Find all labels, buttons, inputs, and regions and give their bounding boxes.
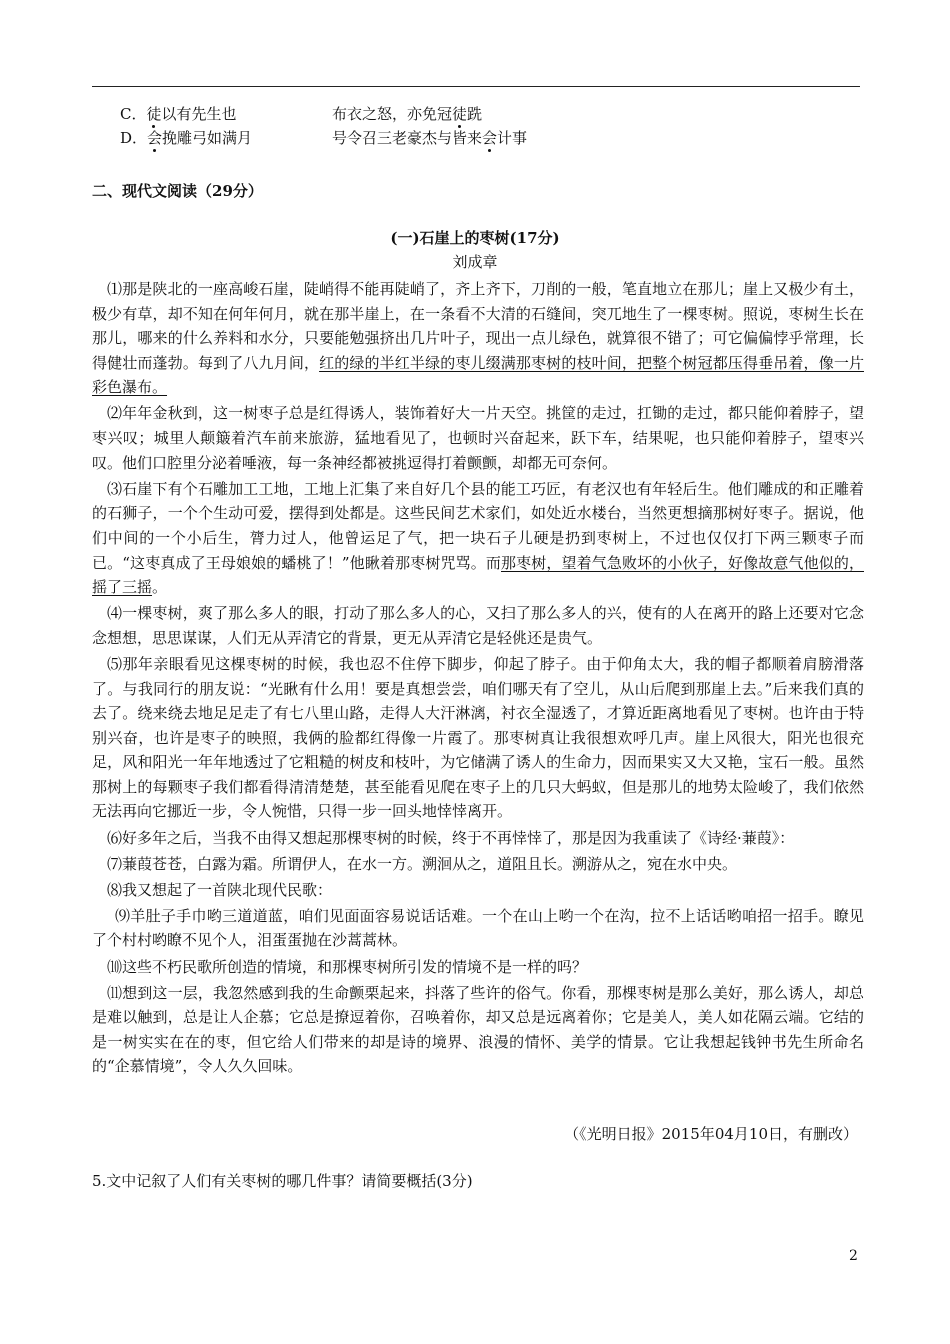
header-rule: [92, 86, 860, 87]
option-d: [120, 128, 527, 148]
paragraph-11: ⑾想到这一层，我忽然感到我的生命颤栗起来，抖落了些许的俗气。你看，那棵枣树是那么美好，那么诱人，却总是难以触到，总是让人企慕；它总是撩逗着你，召唤着你，却又总是远离着你；它是美人，美人如花隔云端。它结的是一树实实在在的枣，但它给人们带来的却是诗的境界、浪漫的情怀、美学的情景。它让我想起钱钟书先生所命名的“企慕情境”，令人久久回味。: [92, 983, 864, 1076]
emphasis-dot-char: 会: [147, 129, 163, 147]
paragraph-5: ⑸那年亲眼看见这棵枣树的时候，我也忍不住停下脚步，仰起了脖子。由于仰角太大，我的帽子都顺着肩膀滑落了。与我同行的朋友说：“光瞅有什么用！要是真想尝尝，咱们哪天有了空儿，从山后爬到那崖上去。”后来我们真的去了。绕来绕去地足足走了有七八里山路，走得人大汗淋漓，衬衣全湿透了，才算近距离地看见了枣树。也许由于特别兴奋，也许是枣子的映照，我俩的脸都红得像一片霞了。那枣树真让我很想欢呼几声。崖上风很大，阳光也很充足，风和阳光一年年地透过了它粗糙的树皮和枝叶，为它储满了诱人的生命力，因而果实又大又艳，宝石一般。虽然那树上的每颗枣子我们都看得清清楚楚，甚至能看见爬在枣子上的几只大蚂蚁，但是那儿的地势太险峻了，我们依然无法再向它挪近一步，令人惋惜，只得一步一回头地悻悻离开。: [92, 654, 864, 821]
paragraph-1: ⑴那是陕北的一座高峻石崖，陡峭得不能再陡峭了，齐上齐下，刀削的一般，笔直地立在那儿；崖上又极少有土，极少有草，却不知在何年何月，就在那半崖上，在一条看不大清的石缝间，突兀地生了一棵枣树。照说，枣树生长在那儿，哪来的什么养料和水分，只要能勉强挤出几片叶子，现出一点儿绿色，就算很不错了；可它偏偏悖乎常理，长得健壮而蓬勃。每到了八九月间，红的绿的半红半绿的枣儿缀满那枣树的枝叶间，把整个树冠都压得垂吊着，像一片彩色瀑布。: [92, 280, 864, 397]
article-body: [92, 277, 864, 1081]
question-5: 5.文中记叙了人们有关枣树的哪几件事？请简要概括(3分): [92, 1172, 473, 1190]
option-d-left: D．会挽雕弓如满月: [120, 129, 253, 147]
article-title: (一)石崖上的枣树(17分): [390, 229, 560, 247]
underlined-sentence: 那枣树，望着气急败坏的小伙子，好像故意气他似的，摇了三摇: [92, 553, 864, 597]
option-c: [120, 104, 482, 124]
article-author: 刘成章: [452, 253, 498, 271]
paragraph-2: ⑵年年金秋到，这一树枣子总是红得诱人，装饰着好大一片天空。挑筐的走过，扛锄的走过，都只能仰着脖子，望枣兴叹；城里人颠簸着汽车前来旅游，猛地看见了，也顿时兴奋起来，跃下车，结果呢，也只能仰着脖子，望枣兴叹。他们口腔里分泌着唾液，每一条神经都被挑逗得打着颤颤，却都无可奈何。: [92, 404, 864, 472]
paragraph-4: ⑷一棵枣树，爽了那么多人的眼，打动了那么多人的心，又扫了那么多人的兴，使有的人在离开的路上还要对它念念想想，思思谋谋，人们无从弄清它的背景，更无从弄清它是轻佻还是贵气。: [92, 604, 864, 647]
paragraph-3: ⑶石崖下有个石雕加工工地，工地上汇集了来自好几个县的能工巧匠，有老汉也有年轻后生。他们雕成的和正雕着的石狮子，一个个生动可爱，摆得到处都是。这些民间艺术家们，如处近水楼台，当然更想摘那树好枣子。据说，他们中间的一个小后生，膂力过人，他曾运足了气，把一块石子儿硬是扔到枣树上，不过也仅仅打下两三颗枣子而已。“这枣真成了王母娘娘的蟠桃了！”他瞅着那枣树咒骂。而那枣树，望着气急败坏的小伙子，好像故意气他似的，摇了三摇。: [92, 479, 864, 597]
option-c-right: 布衣之怒，亦免冠徒跣: [332, 105, 483, 123]
page-number: 2: [849, 1248, 858, 1264]
section-heading: 二、现代文阅读（29分）: [92, 182, 263, 200]
emphasis-dot-char: 会: [482, 129, 498, 147]
article-source: （《光明日报》2015年04月10日，有删改）: [564, 1125, 858, 1143]
option-c-left: C．徒以有先生也: [120, 105, 237, 123]
paragraph-8: ⑻我又想起了一首陕北现代民歌：: [107, 880, 333, 899]
underlined-sentence: 红的绿的半红半绿的枣儿缀满那枣树的枝叶间，把整个树冠都压得垂吊着，像一片彩色瀑布。: [92, 353, 864, 397]
paragraph-9: ⑼羊肚子手巾哟三道道蓝，咱们见面面容易说话话难。一个在山上哟一个在沟，拉不上话话哟咱招一招手。瞭见了个村村哟瞭不见个人，泪蛋蛋抛在沙蒿蒿林。: [92, 906, 864, 950]
option-d-right: 号令召三老豪杰与皆来会计事: [332, 129, 528, 147]
paragraph-6: ⑹好多年之后，当我不由得又想起那棵枣树的时候，终于不再悻悻了，那是因为我重读了《诗经·蒹葭》：: [107, 828, 795, 847]
paragraph-7: ⑺蒹葭苍苍，白露为霜。所谓伊人，在水一方。溯洄从之，道阻且长。溯游从之，宛在水中央。: [107, 854, 738, 873]
emphasis-dot-char: 徒: [452, 105, 468, 123]
emphasis-dot-char: 徒: [146, 105, 162, 123]
paragraph-10: ⑽这些不朽民歌所创造的情境，和那棵枣树所引发的情境不是一样的吗？: [107, 957, 588, 976]
